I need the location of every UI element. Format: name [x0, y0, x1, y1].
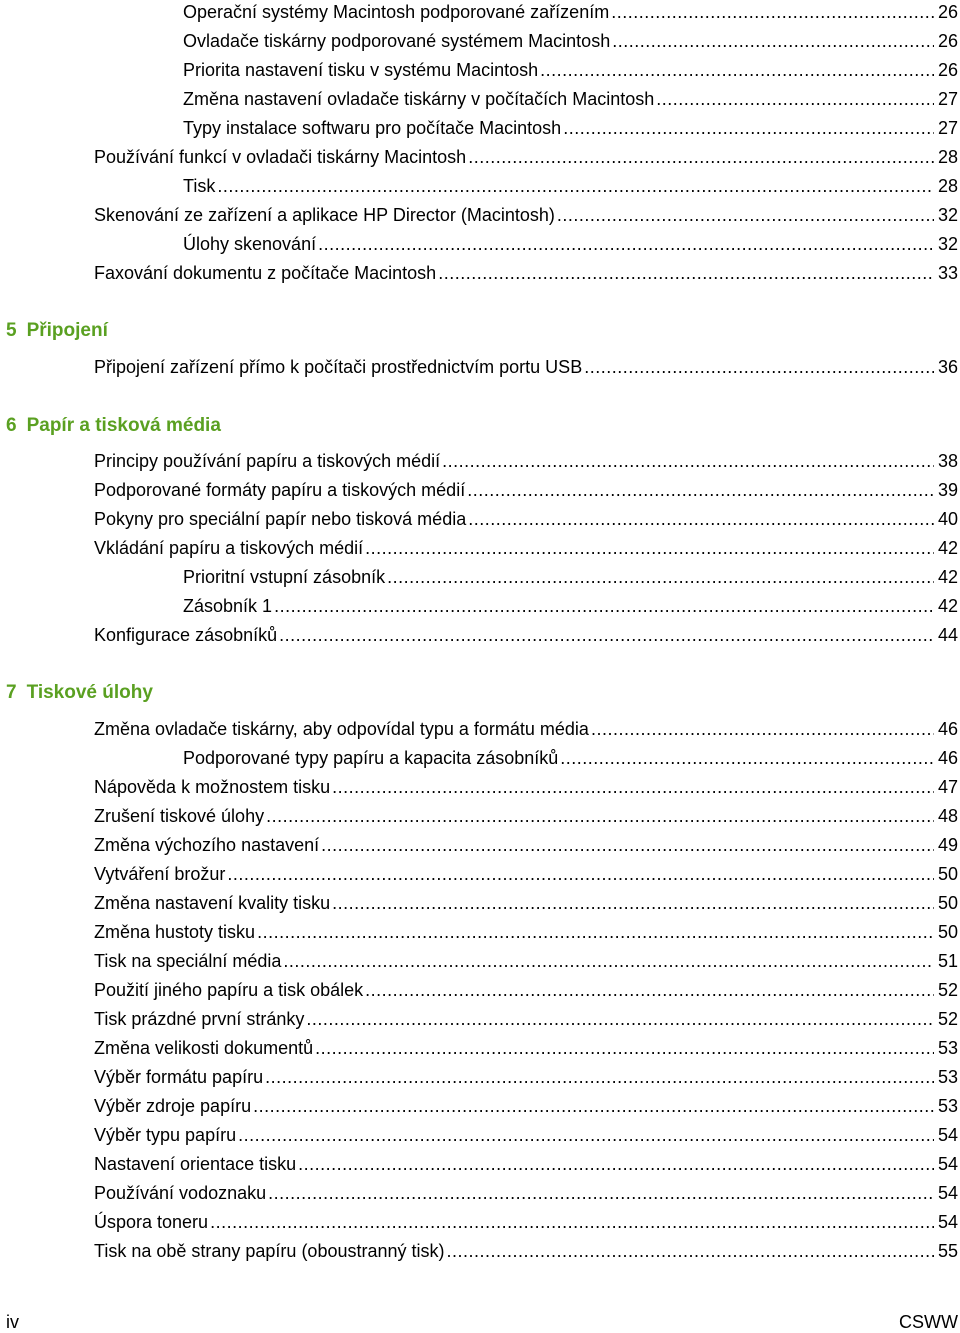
toc-entry[interactable] — [94, 914, 958, 943]
toc-leader-dots — [442, 450, 934, 472]
toc-leader-dots — [557, 204, 934, 226]
toc-entry-title: Tisk prázdné první stránky — [94, 1009, 305, 1029]
toc-entry-page: 26 — [937, 2, 958, 22]
toc-leader-dots — [365, 537, 934, 559]
toc-entry-page: 49 — [937, 835, 958, 855]
chapter-number: 5 — [6, 320, 17, 341]
toc-entry-title: Používání funkcí v ovladači tiskárny Macintosh — [94, 147, 467, 167]
toc-entry-page: 47 — [937, 777, 958, 797]
toc-entry-title: Vytváření brožur — [94, 864, 226, 884]
toc-entry[interactable] — [94, 530, 958, 559]
chapter-heading[interactable] — [6, 415, 221, 437]
toc-leader-dots — [217, 175, 934, 197]
toc-entry[interactable] — [94, 1146, 958, 1175]
toc-entry-page: 54 — [937, 1212, 958, 1232]
toc-entry-title: Ovladače tiskárny podporované systémem Macintosh — [183, 31, 611, 51]
toc-entry[interactable] — [94, 501, 958, 530]
toc-leader-dots — [274, 595, 934, 617]
toc-leader-dots — [306, 1008, 934, 1030]
toc-entry[interactable] — [94, 943, 958, 972]
toc-leader-dots — [318, 233, 934, 255]
toc-entry[interactable] — [94, 1117, 958, 1146]
toc-entry[interactable] — [94, 197, 958, 226]
toc-entry-page: 40 — [937, 509, 958, 529]
toc-leader-dots — [253, 1095, 934, 1117]
toc-leader-dots — [560, 747, 934, 769]
toc-entry-page: 54 — [937, 1154, 958, 1174]
toc-leader-dots — [266, 805, 934, 827]
toc-entry[interactable] — [94, 769, 958, 798]
toc-entry-page: 46 — [937, 719, 958, 739]
toc-entry[interactable] — [94, 711, 958, 740]
toc-entry-page: 51 — [937, 951, 958, 971]
toc-entry-title: Faxování dokumentu z počítače Macintosh — [94, 263, 437, 283]
toc-entry-page: 48 — [937, 806, 958, 826]
toc-entry[interactable] — [94, 472, 958, 501]
toc-entry-page: 44 — [937, 625, 958, 645]
toc-entry-title: Změna ovladače tiskárny, aby odpovídal typu a formátu média — [94, 719, 589, 739]
toc-entry[interactable] — [94, 972, 958, 1001]
toc-entry-title: Podporované formáty papíru a tiskových médií — [94, 480, 466, 500]
chapter-heading[interactable] — [6, 320, 108, 342]
toc-leader-dots — [238, 1124, 934, 1146]
toc-leader-dots — [387, 566, 934, 588]
toc-entry-page: 26 — [937, 60, 958, 80]
toc-entry-title: Změna hustoty tisku — [94, 922, 256, 942]
toc-entry[interactable] — [94, 1001, 958, 1030]
toc-leader-dots — [563, 117, 934, 139]
toc-entry-title: Skenování ze zařízení a aplikace HP Director (Macintosh) — [94, 205, 555, 225]
toc-entry[interactable] — [94, 1088, 958, 1117]
toc-entry[interactable] — [94, 1233, 958, 1262]
toc-entry[interactable] — [183, 740, 958, 769]
toc-entry-title: Typy instalace softwaru pro počítače Macintosh — [183, 118, 562, 138]
toc-entry-title: Nastavení orientace tisku — [94, 1154, 297, 1174]
toc-leader-dots — [540, 59, 934, 81]
toc-leader-dots — [332, 776, 934, 798]
toc-entry[interactable] — [183, 168, 958, 197]
chapter-title: Připojení — [26, 320, 108, 341]
footer-label: CSWW — [899, 1312, 958, 1332]
toc-entry-page: 54 — [937, 1183, 958, 1203]
toc-entry-title: Vkládání papíru a tiskových médií — [94, 538, 364, 558]
toc-entry[interactable] — [94, 827, 958, 856]
toc-entry-page: 42 — [937, 538, 958, 558]
toc-entry-title: Změna výchozího nastavení — [94, 835, 320, 855]
toc-entry-title: Tisk — [183, 176, 216, 196]
toc-leader-dots — [279, 624, 934, 646]
toc-leader-dots — [612, 30, 934, 52]
toc-leader-dots — [438, 262, 934, 284]
toc-entry-title: Zrušení tiskové úlohy — [94, 806, 265, 826]
toc-entry-page: 53 — [937, 1038, 958, 1058]
toc-entry-page: 52 — [937, 1009, 958, 1029]
toc-leader-dots — [656, 88, 934, 110]
toc-entry[interactable] — [183, 81, 958, 110]
toc-entry-title: Prioritní vstupní zásobník — [183, 567, 386, 587]
toc-entry-title: Nápověda k možnostem tisku — [94, 777, 331, 797]
toc-entry-title: Tisk na speciální média — [94, 951, 282, 971]
toc-leader-dots — [315, 1037, 934, 1059]
toc-entry-title: Zásobník 1 — [183, 596, 273, 616]
toc-entry-title: Úlohy skenování — [183, 234, 317, 254]
toc-entry[interactable] — [94, 139, 958, 168]
toc-entry[interactable] — [94, 349, 958, 378]
toc-entry[interactable] — [94, 1175, 958, 1204]
toc-entry-page: 38 — [937, 451, 958, 471]
toc-leader-dots — [365, 979, 934, 1001]
toc-entry-page: 27 — [937, 118, 958, 138]
toc-leader-dots — [321, 834, 934, 856]
toc-entry-title: Připojení zařízení přímo k počítači prostřednictvím portu USB — [94, 357, 583, 377]
toc-leader-dots — [268, 1182, 934, 1204]
toc-leader-dots — [227, 863, 934, 885]
toc-entry-page: 50 — [937, 893, 958, 913]
toc-entry[interactable] — [94, 1059, 958, 1088]
toc-entry[interactable] — [94, 617, 958, 646]
toc-entry[interactable] — [94, 798, 958, 827]
toc-entry[interactable] — [94, 1030, 958, 1059]
toc-entry[interactable] — [94, 1204, 958, 1233]
toc-entry-title: Výběr formátu papíru — [94, 1067, 264, 1087]
toc-entry-title: Používání vodoznaku — [94, 1183, 267, 1203]
toc-entry-title: Konfigurace zásobníků — [94, 625, 278, 645]
toc-leader-dots — [611, 1, 934, 23]
toc-entry-title: Pokyny pro speciální papír nebo tisková média — [94, 509, 467, 529]
chapter-number: 6 — [6, 415, 17, 436]
toc-entry[interactable] — [183, 0, 958, 23]
toc-leader-dots — [468, 146, 934, 168]
toc-entry-page: 26 — [937, 31, 958, 51]
toc-entry-title: Změna nastavení kvality tisku — [94, 893, 331, 913]
toc-entry-title: Použití jiného papíru a tisk obálek — [94, 980, 364, 1000]
toc-entry-page: 46 — [937, 748, 958, 768]
toc-entry-title: Výběr typu papíru — [94, 1125, 237, 1145]
toc-leader-dots — [257, 921, 934, 943]
toc-entry-page: 42 — [937, 567, 958, 587]
toc-leader-dots — [332, 892, 934, 914]
toc-leader-dots — [265, 1066, 934, 1088]
toc-leader-dots — [467, 479, 934, 501]
toc-entry-page: 33 — [937, 263, 958, 283]
toc-entry-page: 53 — [937, 1067, 958, 1087]
toc-entry-page: 36 — [937, 357, 958, 377]
toc-entry-page: 39 — [937, 480, 958, 500]
toc-entry-page: 55 — [937, 1241, 958, 1261]
toc-entry-page: 50 — [937, 922, 958, 942]
toc-entry-title: Principy používání papíru a tiskových médií — [94, 451, 441, 471]
toc-entry[interactable] — [183, 588, 958, 617]
toc-entry-title: Změna nastavení ovladače tiskárny v počítačích Macintosh — [183, 89, 655, 109]
toc-entry-page: 32 — [937, 234, 958, 254]
toc-entry-title: Změna velikosti dokumentů — [94, 1038, 314, 1058]
toc-entry-page: 32 — [937, 205, 958, 225]
footer-page-number: iv — [6, 1312, 19, 1332]
toc-entry-page: 42 — [937, 596, 958, 616]
toc-entry[interactable] — [183, 559, 958, 588]
toc-leader-dots — [210, 1211, 934, 1233]
toc-entry-page: 28 — [937, 147, 958, 167]
toc-entry-page: 50 — [937, 864, 958, 884]
toc-leader-dots — [468, 508, 934, 530]
toc-leader-dots — [584, 356, 934, 378]
toc-entry-title: Úspora toneru — [94, 1212, 209, 1232]
toc-entry[interactable] — [94, 443, 958, 472]
toc-entry-page: 54 — [937, 1125, 958, 1145]
toc-entry-title: Tisk na obě strany papíru (oboustranný tisk) — [94, 1241, 445, 1261]
toc-leader-dots — [591, 718, 934, 740]
toc-entry-page: 28 — [937, 176, 958, 196]
toc-entry[interactable] — [183, 110, 958, 139]
toc-entry[interactable] — [94, 885, 958, 914]
toc-entry[interactable] — [183, 23, 958, 52]
toc-entry[interactable] — [94, 856, 958, 885]
toc-entry-title: Operační systémy Macintosh podporované zařízením — [183, 2, 610, 22]
chapter-heading[interactable] — [6, 682, 153, 704]
toc-leader-dots — [283, 950, 934, 972]
chapter-title: Tiskové úlohy — [26, 682, 153, 703]
toc-entry[interactable] — [94, 255, 958, 284]
toc-entry-page: 52 — [937, 980, 958, 1000]
toc-entry-title: Výběr zdroje papíru — [94, 1096, 252, 1116]
toc-leader-dots — [447, 1240, 934, 1262]
toc-entry-page: 27 — [937, 89, 958, 109]
chapter-number: 7 — [6, 682, 17, 703]
toc-leader-dots — [298, 1153, 934, 1175]
toc-entry[interactable] — [183, 226, 958, 255]
chapter-title: Papír a tisková média — [26, 415, 221, 436]
toc-entry[interactable] — [183, 52, 958, 81]
toc-entry-page: 53 — [937, 1096, 958, 1116]
toc-entry-title: Priorita nastavení tisku v systému Macintosh — [183, 60, 539, 80]
toc-entry-title: Podporované typy papíru a kapacita zásobníků — [183, 748, 559, 768]
